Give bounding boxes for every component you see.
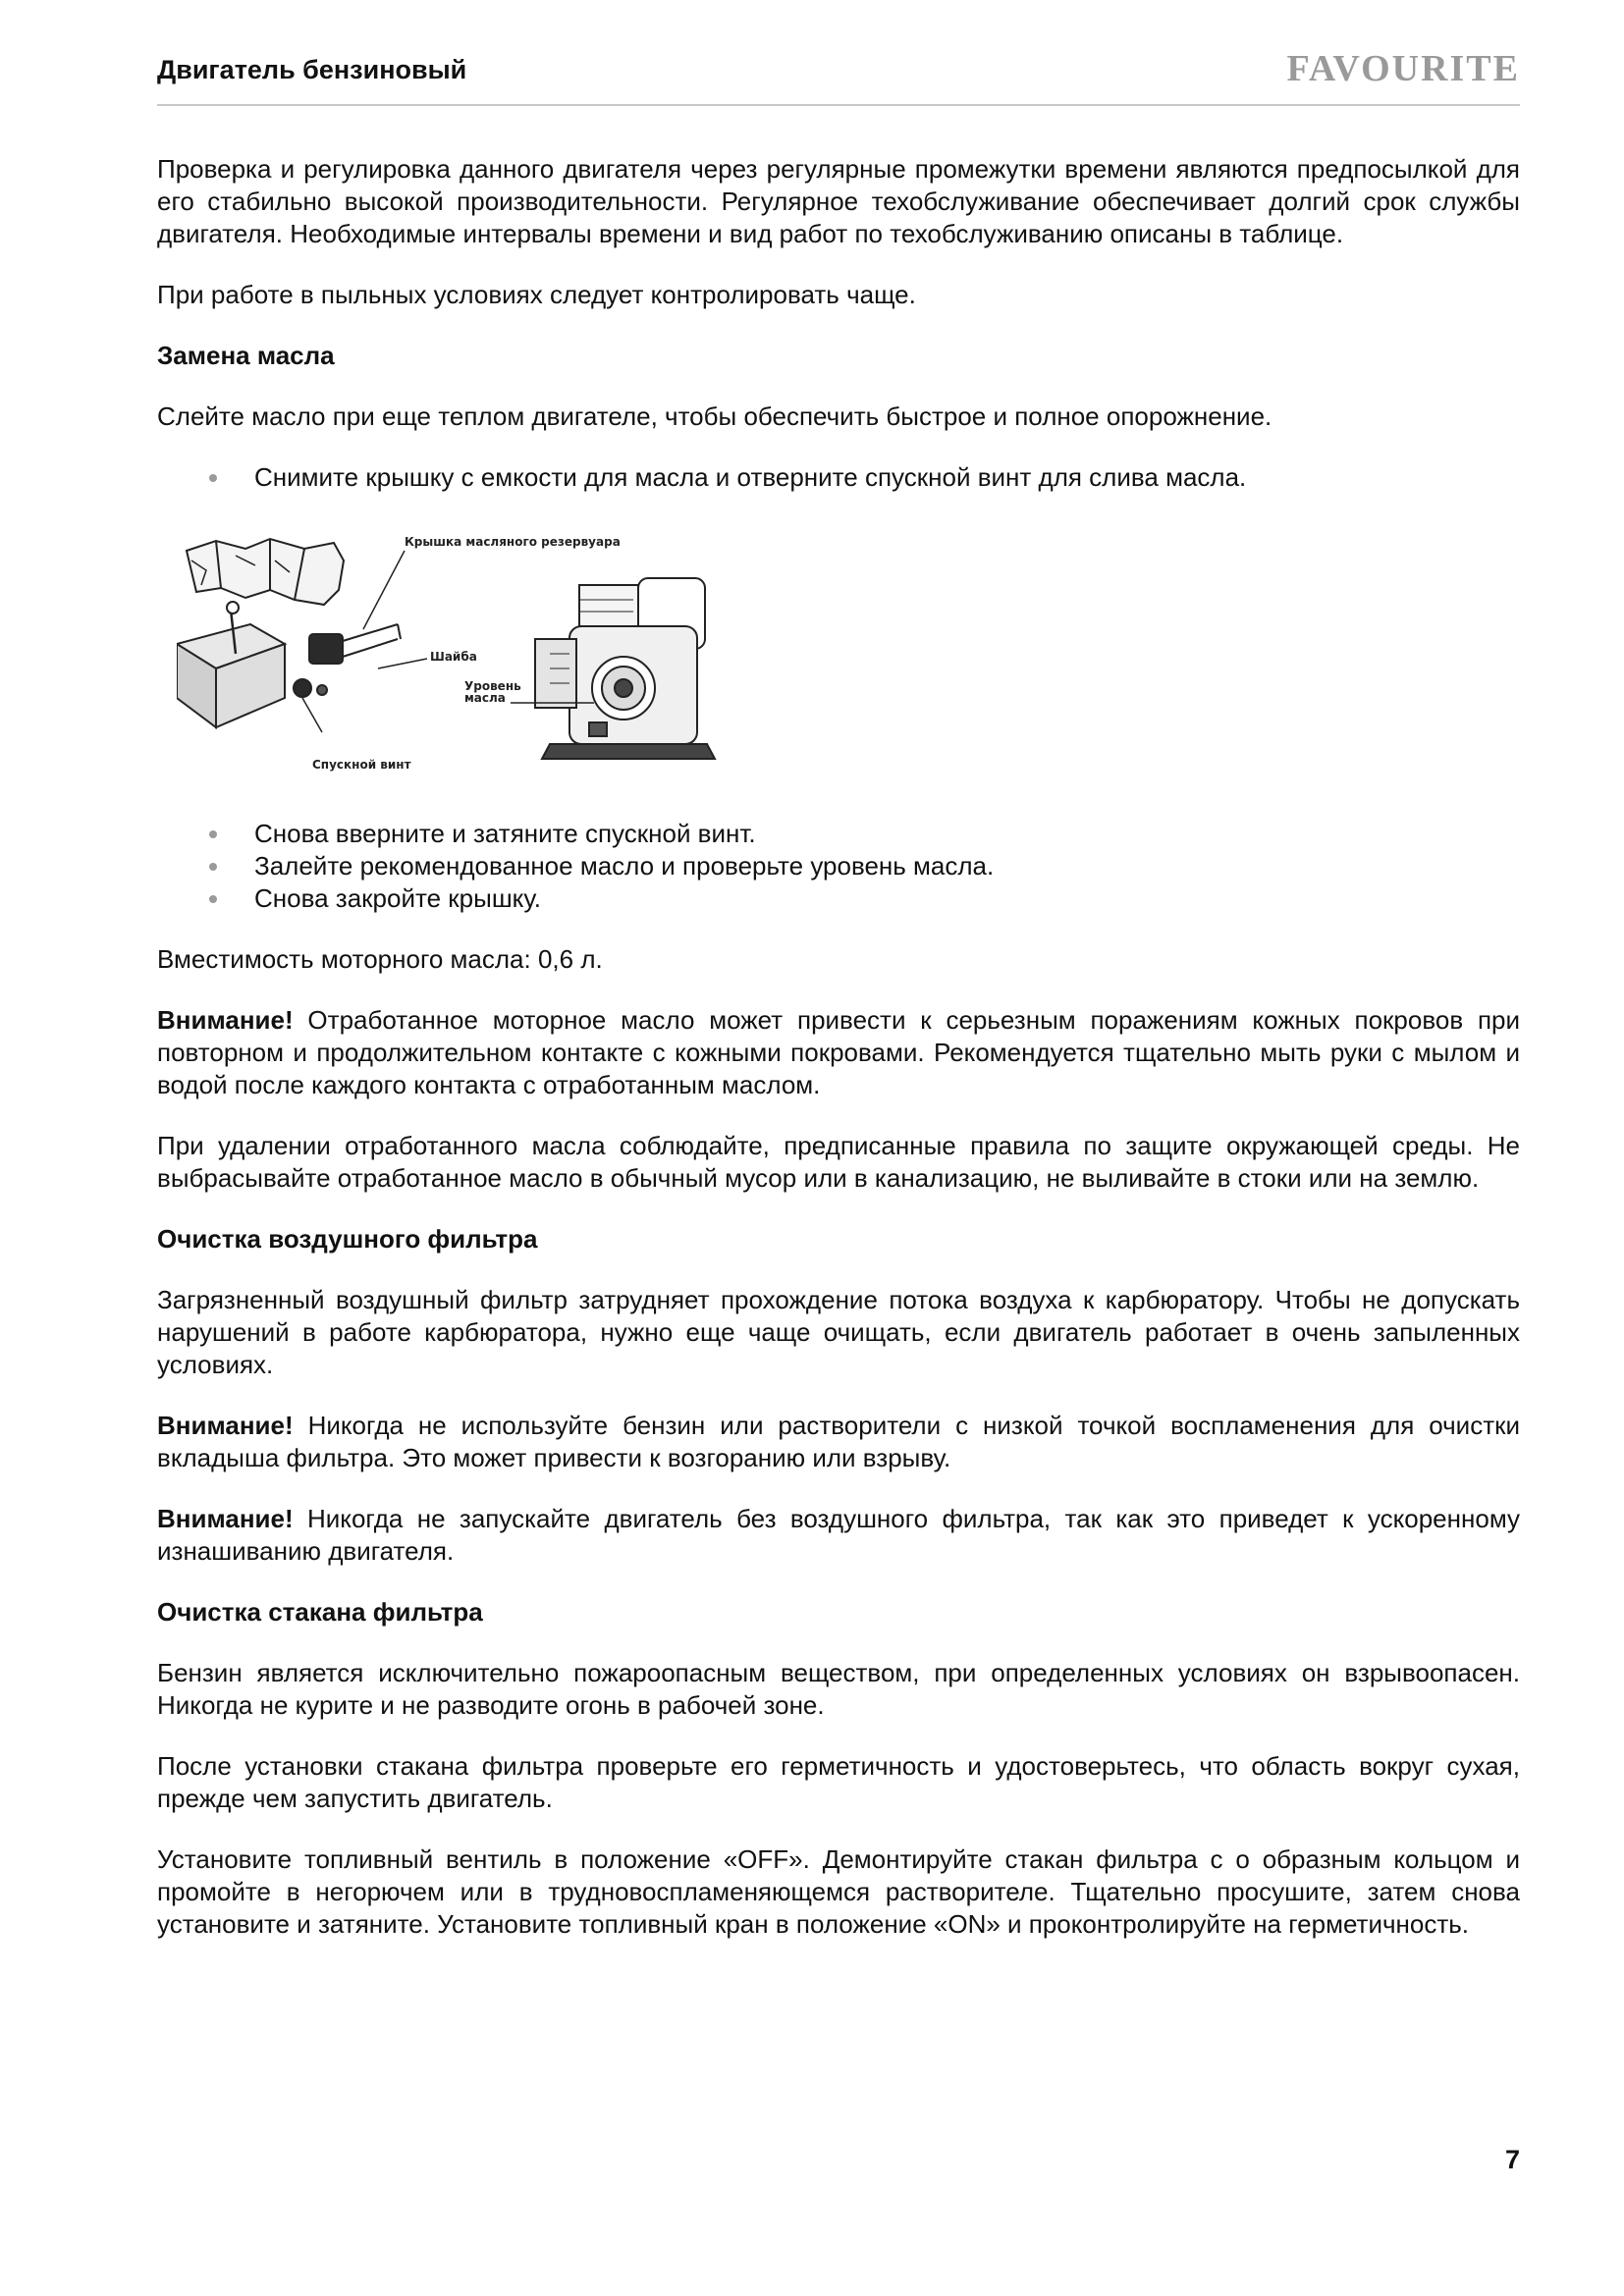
brand-logo: FAVOURITE	[1286, 48, 1520, 89]
bullet-icon	[209, 895, 217, 903]
filter-cup-paragraph-3: Установите топливный вентиль в положение «OFF». Демонтируйте стакан фильтра с о образным кольцом и промойте в негорючем или в трудновоспламеняющемся растворителе. Тщательно просушите, затем снова установите и затяните. Установите топливный кран в положение «ON» и проконтролируйте на герметичность.	[157, 1844, 1520, 1939]
air-filter-text: Загрязненный воздушный фильтр затрудняет прохождение потока воздуха к карбюратору. Чтобы не допускать нарушений в работе карбюратора, нужно еще чаще очищать, если двигатель работает в очень запыленных условиях.	[157, 1285, 1520, 1379]
label-oil-level-line1: Уровень	[464, 679, 521, 693]
bullet-icon	[209, 830, 217, 838]
bullet-icon	[209, 474, 217, 482]
filter-cup-paragraph-2: После установки стакана фильтра проверьте его герметичность и удостоверьтесь, что область вокруг сухая, прежде чем запустить двигатель.	[157, 1751, 1520, 1813]
oil-drain-illustration	[177, 531, 815, 788]
list-item-text: Снимите крышку с емкости для масла и отверните спускной винт для слива масла.	[254, 462, 1247, 492]
oil-capacity: Вместимость моторного масла: 0,6 л.	[157, 944, 603, 974]
bullet-icon	[209, 863, 217, 871]
engine-diagram	[177, 531, 815, 788]
list-item-text: Снова вверните и затяните спускной винт.	[254, 819, 756, 848]
section-heading-filter-cup: Очистка стакана фильтра	[157, 1597, 483, 1627]
label-drain-bolt: Спускной винт	[312, 758, 411, 772]
intro-paragraph: Проверка и регулировка данного двигателя через регулярные промежутки времени являются предпосылкой для его стабильно высокой производительности. Регулярное техобслуживание обеспечивает долгий срок службы двигателя. Необходимые интервалы времени и вид работ по техобслуживанию описаны в таблице.	[157, 154, 1520, 248]
section-heading-air-filter: Очистка воздушного фильтра	[157, 1224, 538, 1254]
oil-steps-list-2	[157, 818, 1520, 915]
list-item	[157, 850, 1520, 882]
label-oil-cap: Крышка масляного резервуара	[405, 535, 621, 549]
header-title: Двигатель бензиновый	[157, 55, 467, 84]
label-washer: Шайба	[430, 650, 477, 664]
warning-label: Внимание!	[157, 1411, 294, 1440]
page-number: 7	[1504, 2145, 1520, 2174]
oil-steps-list-1	[157, 461, 1520, 494]
dusty-conditions-note: При работе в пыльных условиях следует контролировать чаще.	[157, 280, 916, 309]
air-filter-warning-1	[157, 1410, 1520, 1474]
filter-cup-paragraph-1: Бензин является исключительно пожароопасным веществом, при определенных условиях он взрывоопасен. Никогда не курите и не разводите огонь в рабочей зоне.	[157, 1658, 1520, 1720]
list-item	[157, 882, 1520, 915]
list-item	[157, 461, 1520, 494]
warning-text: Никогда не запускайте двигатель без воздушного фильтра, так как это приведет к ускоренному изнашиванию двигателя.	[157, 1504, 1520, 1566]
warning-label: Внимание!	[157, 1504, 294, 1533]
warning-text: Никогда не используйте бензин или растворители с низкой точкой воспламенения для очистки вкладыша фильтра. Это может привести к возгоранию или взрыву.	[157, 1411, 1520, 1472]
label-oil-level-line2: масла	[464, 691, 506, 705]
oil-disposal-note: При удалении отработанного масла соблюдайте, предписанные правила по защите окружающей среды. Не выбрасывайте отработанное масло в обычный мусор или в канализацию, не выливайте в стоки или на землю.	[157, 1131, 1520, 1193]
list-item	[157, 818, 1520, 850]
air-filter-warning-2	[157, 1503, 1520, 1568]
warning-label: Внимание!	[157, 1005, 294, 1035]
section-heading-oil-change: Замена масла	[157, 341, 335, 370]
list-item-text: Залейте рекомендованное масло и проверьте уровень масла.	[254, 851, 995, 881]
warning-text: Отработанное моторное масло может привести к серьезным поражениям кожных покровов при повторном и продолжительном контакте с кожными покровами. Рекомендуется тщательно мыть руки с мылом и водой после каждого контакта с отработанным маслом.	[157, 1005, 1520, 1099]
oil-change-intro: Слейте масло при еще теплом двигателе, чтобы обеспечить быстрое и полное опорожнение.	[157, 401, 1272, 431]
list-item-text: Снова закройте крышку.	[254, 883, 541, 913]
header-divider	[157, 104, 1520, 106]
used-oil-warning	[157, 1004, 1520, 1101]
main-content	[157, 153, 1520, 1941]
